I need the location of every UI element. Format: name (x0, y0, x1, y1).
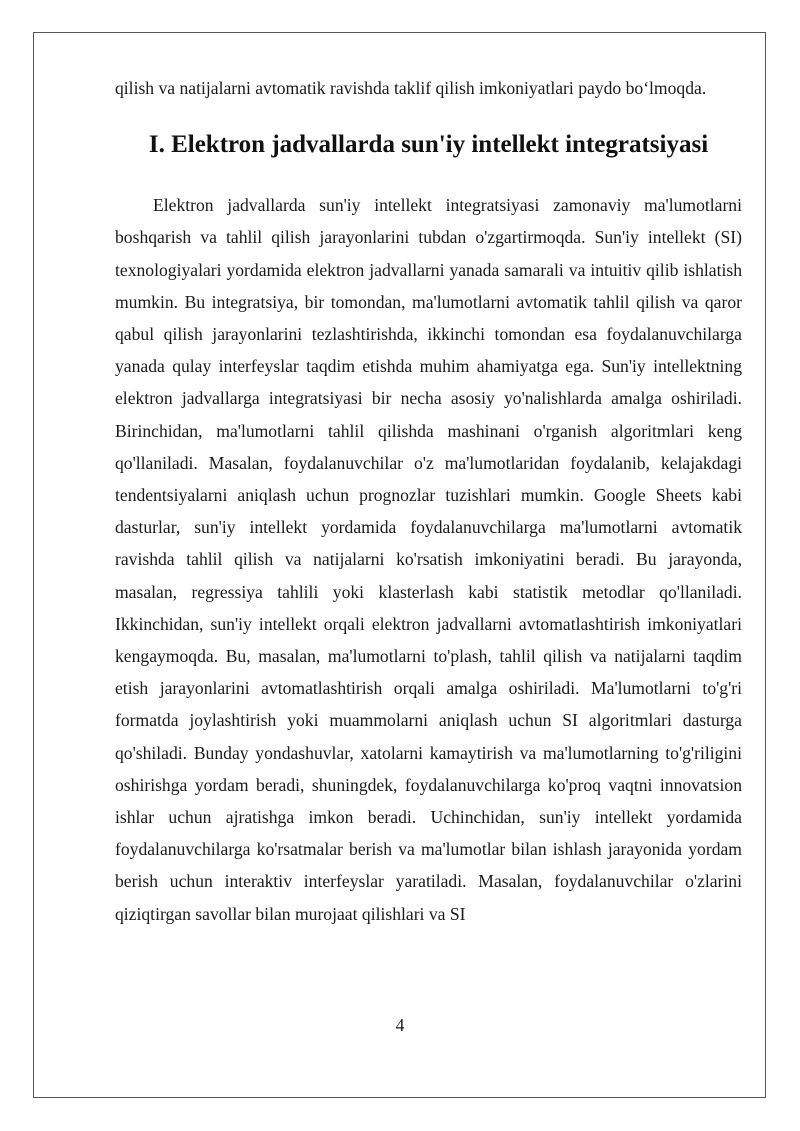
page-number: 4 (395, 1015, 405, 1035)
body-paragraph: Elektron jadvallarda sun'iy intellekt integratsiyasi zamonaviy ma'lumotlarni boshqarish va tahlil qilish jarayonlarini tubdan o'zgartirmoqda. Sun'iy intellekt (SI) texnologiyalari yordamida elektron jadvallarni yanada samarali va intuitiv qilib ishlatish mumkin. Bu integratsiya, bir tomondan, ma'lumotlarni avtomatik tahlil qilish va qaror qabul qilish jarayonlarini tezlashtirishda, ikkinchi tomondan esa foydalanuvchilarga yanada qulay interfeyslar taqdim etishda muhim ahamiyatga ega. Sun'iy intellektning elektron jadvallarga integratsiyasi bir necha asosiy yo'nalishlarda amalga oshiriladi. Birinchidan, ma'lumotlarni tahlil qilishda mashinani o'rganish algoritmlari keng qo'llaniladi. Masalan, foydalanuvchilar o'z ma'lumotlaridan foydalanib, kelajakdagi tendentsiyalarni aniqlash uchun prognozlar tuzishlari mumkin. Google Sheets kabi dasturlar, sun'iy intellekt yordamida foydalanuvchilarga ma'lumotlarni avtomatik ravishda tahlil qilish va natijalarni ko'rsatish imkoniyatini beradi. Bu jarayonda, masalan, regressiya tahlili yoki klasterlash kabi statistik metodlar qo'llaniladi. Ikkinchidan, sun'iy intellekt orqali elektron jadvallarni avtomatlashtirish imkoniyatlari kengaymoqda. Bu, masalan, ma'lumotlarni to'plash, tahlil qilish va natijalarni taqdim etish jarayonlarini avtomatlashtirish orqali amalga oshiriladi. Ma'lumotlarni to'g'ri formatda joylashtirish yoki muammolarni aniqlash uchun SI algoritmlari dasturga qo'shiladi. Bunday yondashuvlar, xatolarni kamaytirish va ma'lumotlarning to'g'riligini oshirishga yordam beradi, shuningdek, foydalanuvchilarga ko'proq vaqtni innovatsion ishlar uchun ajratishga imkon beradi. Uchinchidan, sun'iy intellekt yordamida foydalanuvchilarga ko'rsatmalar berish va ma'lumotlar bilan ishlash jarayonida yordam berish uchun interaktiv interfeyslar yaratiladi. Masalan, foydalanuvchilar o'zlarini qiziqtirgan savollar bilan murojaat qilishlari va SI (115, 195, 742, 924)
intro-paragraph: qilish va natijalarni avtomatik ravishda taklif qilish imkoniyatlari paydo bo‘lmoqda. (115, 78, 707, 98)
section-heading: I. Elektron jadvallarda sun'iy intellekt integratsiyasi (148, 131, 709, 159)
document-body (115, 72, 742, 930)
